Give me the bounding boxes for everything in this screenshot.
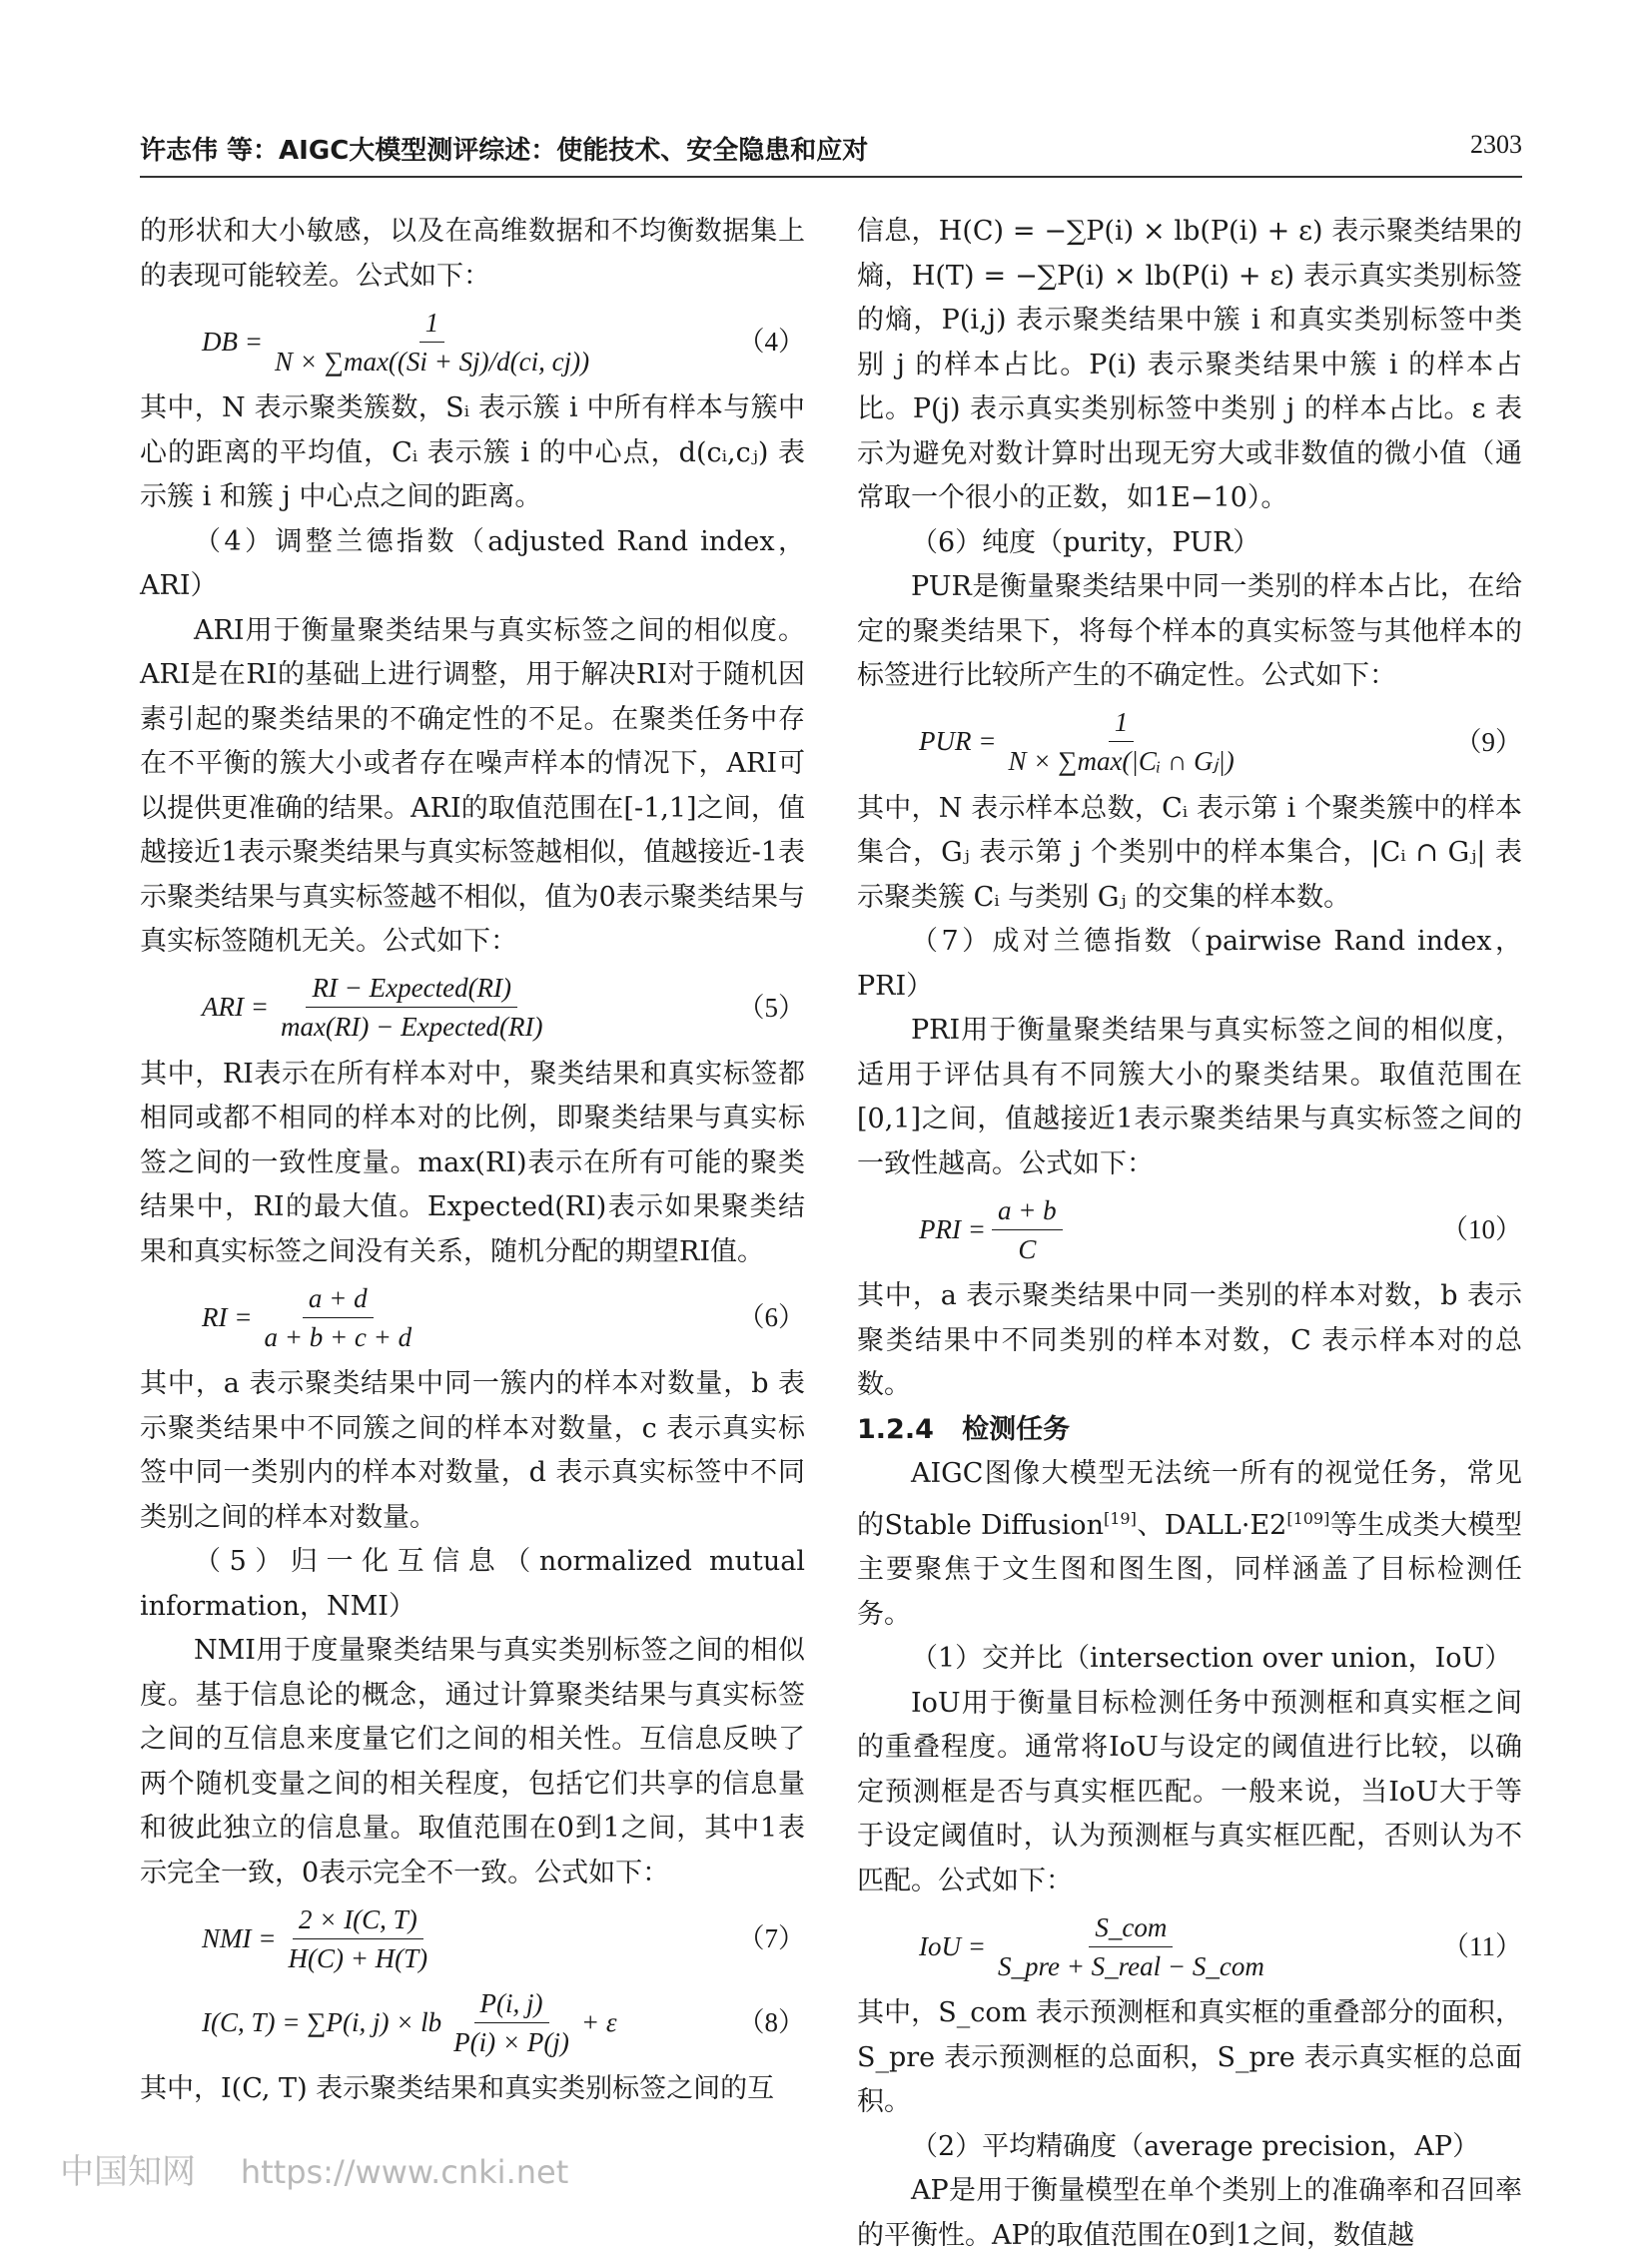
fraction [269, 306, 595, 378]
cnki-watermark [60, 2144, 568, 2193]
numerator: a + b [992, 1193, 1063, 1230]
equation-number: （4） [737, 326, 805, 357]
page-number: 2303 [1470, 130, 1522, 159]
paragraph: 其中，S_com 表示预测框和真实框的重叠部分的面积，S_pre 表示预测框的总面积，S_pre 表示真实框的总面积。 [857, 1997, 1522, 2117]
paragraph: AP是用于衡量模型在单个类别上的准确率和召回率的平衡性。AP的取值范围在0到1之间，数值越 [857, 2175, 1522, 2251]
denominator: N × ∑max((Si + Sj)/d(ci, cj)) [274, 346, 590, 376]
formula-4 [140, 303, 805, 380]
formula-10 [857, 1190, 1522, 1268]
fraction [282, 1902, 433, 1975]
formula-lhs: ARI = [202, 992, 269, 1023]
fraction [258, 1281, 417, 1354]
citation[interactable]: [109] [1286, 1508, 1330, 1528]
numerator: S_com [1089, 1910, 1173, 1947]
header-rule [140, 176, 1522, 178]
subsection-item: （7）成对兰德指数（pairwise Rand index，PRI） [857, 926, 1522, 1002]
fraction [447, 1986, 575, 2059]
subsection-item: （1）交并比（intersection over union，IoU） [911, 1643, 1512, 1674]
formula-lhs: PRI = [919, 1213, 986, 1244]
denominator: H(C) + H(T) [288, 1942, 428, 1973]
formula-5 [140, 969, 805, 1047]
numerator: 2 × I(C, T) [293, 1902, 423, 1939]
right-column [857, 210, 1522, 2258]
denominator: max(RI) − Expected(RI) [280, 1012, 543, 1042]
equation-number: （5） [737, 992, 805, 1023]
left-column [140, 210, 805, 2112]
citation[interactable]: [19] [1103, 1508, 1137, 1528]
section-heading [857, 1408, 1522, 1453]
paragraph: PRI用于衡量聚类结果与真实标签之间的相似度，适用于评估具有不同簇大小的聚类结果。取值范围在[0,1]之间，值越接近1表示聚类结果与真实标签之间的一致性越高。公式如下： [857, 1015, 1522, 1179]
equation-number: （9） [1454, 726, 1522, 757]
numerator: P(i, j) [474, 1986, 549, 2023]
denominator: a + b + c + d [264, 1321, 413, 1352]
paragraph: 其中，RI表示在所有样本对中，聚类结果和真实标签都相同或都不相同的样本对的比例，即聚类结果与真实标签之间的一致性度量。max(RI)表示在所有可能的聚类结果中，RI的最大值。Expected(RI)表示如果聚类结果和真实标签之间没有关系，随机分配的期望RI值。 [140, 1058, 805, 1267]
subsection-item: （2）平均精确度（average precision，AP） [911, 2130, 1480, 2162]
equation-number: （8） [737, 2006, 805, 2037]
subsection-item: （4）调整兰德指数（adjusted Rand index，ARI） [140, 525, 805, 601]
paragraph: 其中，N 表示聚类簇数，Sᵢ 表示簇 i 中所有样本与簇中心的距离的平均值，Cᵢ 表示簇 i 的中心点，d(cᵢ,cⱼ) 表示簇 i 和簇 j 中心点之间的距离。 [140, 392, 805, 512]
formula-9 [857, 703, 1522, 781]
formula-lhs: DB = [202, 326, 263, 357]
formula-lhs: RI = [202, 1301, 253, 1332]
formula-11 [857, 1907, 1522, 1985]
denominator: P(i) × P(j) [453, 2026, 569, 2057]
running-header [140, 130, 1522, 167]
paragraph: NMI用于度量聚类结果与真实类别标签之间的相似度。基于信息论的概念，通过计算聚类结果与真实标签之间的互信息来度量它们之间的相关性。互信息反映了两个随机变量之间的相关程度，包括它们共享的信息量和彼此独立的信息量。取值范围在0到1之间，其中1表示完全一致，0表示完全不一致。公式如下： [140, 1635, 805, 1888]
paragraph: PUR是衡量聚类结果中同一类别的样本占比，在给定的聚类结果下，将每个样本的真实标签与其他样本的标签进行比较所产生的不确定性。公式如下： [857, 571, 1522, 691]
denominator: C [1018, 1233, 1037, 1264]
fraction [992, 1910, 1270, 1983]
subsection-item: （6）纯度（purity，PUR） [911, 526, 1260, 558]
formula-lhs: IoU = [919, 1930, 986, 1961]
paragraph: 其中，I(C, T) 表示聚类结果和真实类别标签之间的互 [140, 2073, 775, 2104]
paragraph: 其中，a 表示聚类结果中同一簇内的样本对数量，b 表示聚类结果中不同簇之间的样本对数量，c 表示真实标签中同一类别内的样本对数量，d 表示真实标签中不同类别之间的样本对数量。 [140, 1368, 805, 1533]
formula-lhs: I(C, T) = ∑P(i, j) × lb [202, 2006, 442, 2037]
formula-tail: + ε [580, 2006, 617, 2037]
equation-number: （11） [1442, 1930, 1522, 1961]
fraction [992, 1193, 1063, 1266]
formula-lhs: PUR = [919, 726, 997, 757]
paragraph: 信息，H(C) = −∑P(i) × lb(P(i) + ε) 表示聚类结果的熵，H(T) = −∑P(i) × lb(P(i) + ε) 表示真实类别标签的熵，P(i,j) 表示聚类结果中簇 i 和真实类别标签中类别 j 的样本占比。P(i) 表示聚类结果中簇 i 的样本占比。P(j) 表示真实类别标签中类别 j 的样本占比。ε 表示为避免对数计算时出现无穷大或非数值的微小值（通常取一个很小的正数，如1E−10）。 [857, 216, 1522, 513]
header-title: 许志伟 等：AIGC大模型测评综述：使能技术、安全隐患和应对 [140, 136, 869, 166]
watermark-brand: 中国知网 [60, 2152, 196, 2192]
section-number: 1.2.4 [857, 1413, 934, 1445]
paragraph: 的形状和大小敏感，以及在高维数据和不均衡数据集上的表现可能较差。公式如下： [140, 216, 805, 292]
watermark-url[interactable]: https://www.cnki.net [240, 2153, 569, 2191]
subsection-item: （5）归一化互信息（normalized mutual information，NMI） [140, 1546, 805, 1622]
paragraph: IoU用于衡量目标检测任务中预测框和真实框之间的重叠程度。通常将IoU与设定的阈值进行比较，以确定预测框是否与真实框匹配。一般来说，当IoU大于等于设定阈值时，认为预测框与真实框匹配，否则认为不匹配。公式如下： [857, 1687, 1522, 1896]
numerator: a + d [303, 1281, 374, 1318]
paragraph: ARI用于衡量聚类结果与真实标签之间的相似度。ARI是在RI的基础上进行调整，用于解决RI对于随机因素引起的聚类结果的不确定性的不足。在聚类任务中存在不平衡的簇大小或者存在噪声样本的情况下，ARI可以提供更准确的结果。ARI的取值范围在[-1,1]之间，值越接近1表示聚类结果与真实标签越相似，值越接近-1表示聚类结果与真实标签越不相似，值为0表示聚类结果与真实标签随机无关。公式如下： [140, 614, 805, 957]
equation-number: （10） [1441, 1213, 1522, 1244]
fraction [1002, 705, 1239, 778]
paragraph: 其中，N 表示样本总数，Cᵢ 表示第 i 个聚类簇中的样本集合，Gⱼ 表示第 j 个类别中的样本集合，|Cᵢ ∩ Gⱼ| 表示聚类簇 Cᵢ 与类别 Gⱼ 的交集的样本数。 [857, 792, 1522, 913]
equation-number: （7） [737, 1922, 805, 1953]
formula-8 [140, 1983, 805, 2061]
formula-6 [140, 1278, 805, 1356]
numerator: 1 [419, 306, 445, 343]
paragraph: 其中，a 表示聚类结果中同一类别的样本对数，b 表示聚类结果中不同类别的样本对数，C 表示样本对的总数。 [857, 1280, 1522, 1400]
denominator: S_pre + S_real − S_com [997, 1950, 1264, 1981]
equation-number: （6） [737, 1301, 805, 1332]
fraction [275, 971, 549, 1044]
paragraph: AIGC图像大模型无法统一所有的视觉任务，常见的Stable Diffusion[19]、DALL·E2[109]等生成类大模型主要聚焦于文生图和图生图，同样涵盖了目标检测任务。 [857, 1458, 1522, 1630]
section-title: 检测任务 [962, 1413, 1071, 1445]
numerator: RI − Expected(RI) [306, 971, 517, 1008]
formula-7 [140, 1899, 805, 1977]
numerator: 1 [1109, 705, 1135, 742]
formula-lhs: NMI = [202, 1922, 277, 1953]
denominator: N × ∑max(|Cᵢ ∩ Gⱼ|) [1008, 746, 1235, 776]
